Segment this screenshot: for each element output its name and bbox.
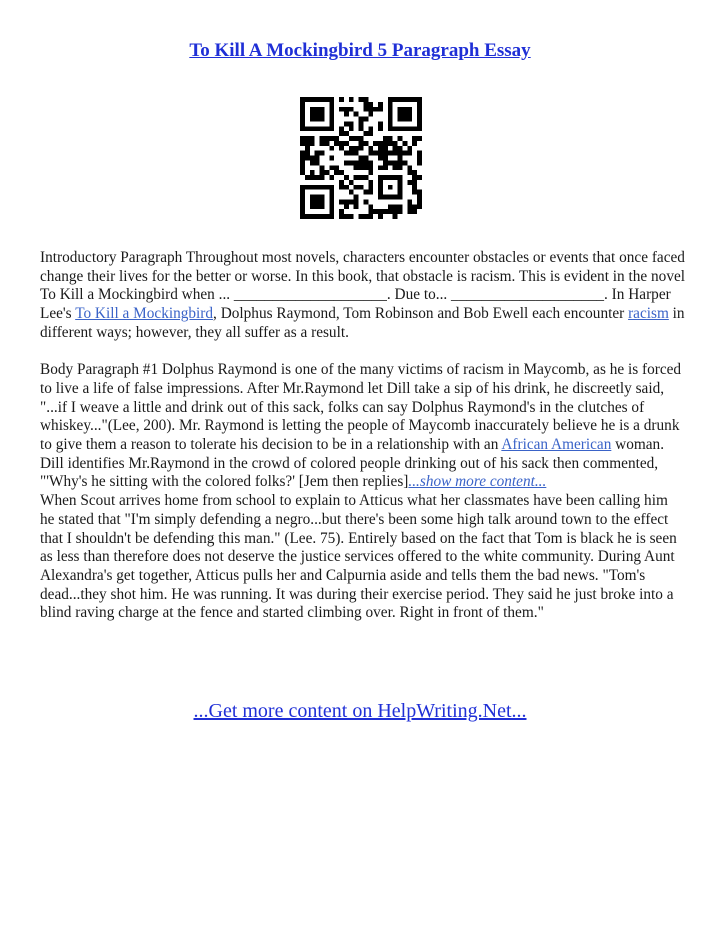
footer (0, 700, 720, 723)
qr-code-icon (300, 97, 422, 219)
body-paragraph-1: Body Paragraph #1 Dolphus Raymond is one of the many victims of racism in Maycomb, as he is forced to live a life of false impressions. After Mr.Raymond let Dill take a sip of his drink, he discreetly said, "...if I weave a little and drink out of this sack, folks can say Dolphus Raymond's in the clutches of whiskey..."(Lee, 200). Mr. Raymond is letting the people of Maycomb inaccurately believe he is a drunk to give them a reason to tolerate his decision to be in a relationship with an African American woman. Dill identifies Mr.Raymond in the crowd of colored people drinking out of his sack then commented, "'Why's he sitting with the colored folks?' [Jem then replies]...show more content... (40, 361, 682, 491)
mockingbird-link[interactable]: To Kill a Mockingbird (75, 305, 214, 323)
document-title[interactable]: To Kill A Mockingbird 5 Paragraph Essay (189, 40, 531, 61)
show-more-link[interactable]: ...show more content... (408, 473, 547, 491)
intro-paragraph: Introductory Paragraph Throughout most novels, characters encounter obstacles or events that once faced change their lives for the better or worse. In this book, that obstacle is racism. This is evident in the novel To Kill a Mockingbird when ... ____________________. Due to... ____________________. In Harper Lee's To Kill a Mockingbird, Dolphus Raymond, Tom Robinson and Bob Ewell each encounter racism in different ways; however, they all suffer as a result. (40, 249, 686, 341)
body-paragraph-2: When Scout arrives home from school to explain to Atticus what her classmates have been calling him he stated that "I'm simply defending a negro...but there's been some high talk around town to the effect that I shouldn't be defending this man." (Lee. 75). Entirely based on the fact that Tom is black he is seen as less than therefore does not deserve the justice services offered to the white community. During Aunt Alexandra's get together, Atticus pulls her and Calpurnia aside and tells them the bad news. "Tom's dead...they shot him. He was running. It was during their exercise period. They said he just broke into a blind raving charge at the fence and started climbing over. Right in front of them." (40, 492, 677, 622)
african-american-link[interactable]: African American (501, 436, 612, 454)
racism-link[interactable]: racism (628, 305, 669, 323)
essay-body (40, 249, 685, 623)
paragraph-gap (40, 343, 685, 362)
get-more-content-link[interactable]: ...Get more content on HelpWriting.Net... (193, 700, 527, 722)
